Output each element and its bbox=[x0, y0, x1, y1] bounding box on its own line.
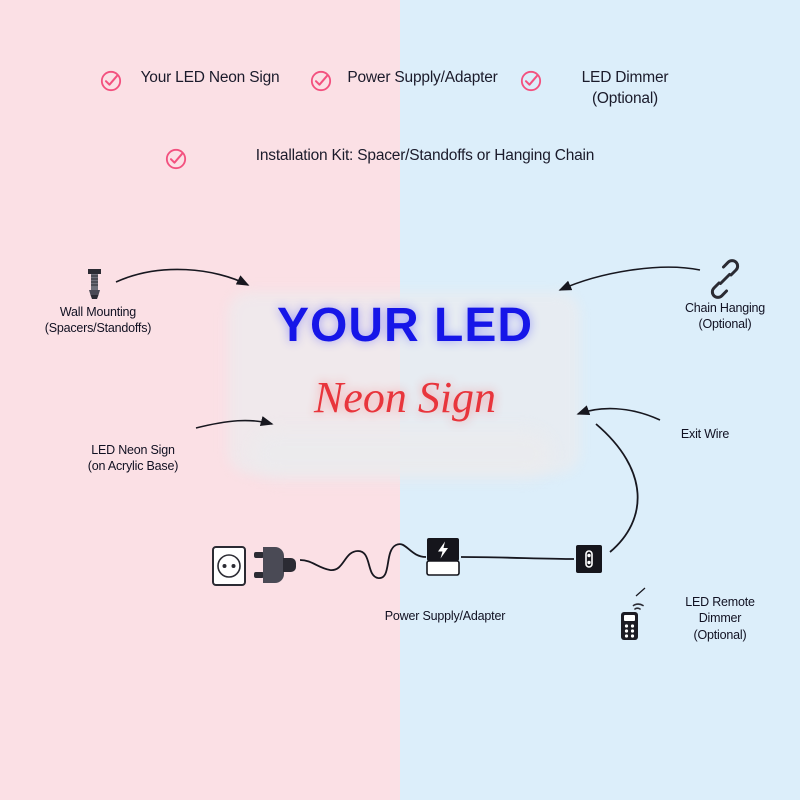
callout-exit-wire bbox=[660, 426, 750, 442]
checklist-label: LED Dimmer (Optional) bbox=[581, 69, 669, 107]
callout-led-remote-dimmer-line1: LED Remote bbox=[685, 595, 755, 609]
inline-dimmer-icon bbox=[575, 544, 603, 574]
callout-wall-mounting-line1: Wall Mounting bbox=[59, 305, 137, 319]
callout-chain-hanging bbox=[650, 300, 800, 333]
callout-power-supply-line1: Power Supply/Adapter bbox=[384, 609, 506, 623]
callout-power-supply bbox=[350, 608, 540, 624]
check-circle-icon bbox=[520, 70, 542, 92]
checklist-item-led-dimmer bbox=[520, 68, 710, 110]
sign-acrylic-base bbox=[252, 430, 552, 478]
wall-socket-icon[interactable] bbox=[212, 546, 246, 586]
power-plug-icon bbox=[252, 544, 304, 588]
callout-led-remote-dimmer-line3: (Optional) bbox=[693, 627, 747, 642]
checklist-item-led-neon-sign bbox=[100, 68, 310, 92]
checklist-label: Your LED Neon Sign bbox=[140, 69, 280, 86]
checklist-item-power-supply bbox=[310, 68, 520, 92]
callout-chain-hanging-line2: (Optional) bbox=[698, 317, 752, 332]
callout-chain-hanging-line1: Chain Hanging bbox=[684, 301, 766, 315]
callout-wall-mounting bbox=[18, 304, 178, 337]
check-circle-icon bbox=[100, 70, 122, 92]
checklist-label: Power Supply/Adapter bbox=[347, 69, 498, 86]
checklist-item-installation-kit bbox=[165, 146, 665, 170]
check-circle-icon bbox=[310, 70, 332, 92]
callout-led-neon-sign-line2: (on Acrylic Base) bbox=[87, 459, 179, 474]
sign-text-line1: YOUR LED bbox=[276, 299, 533, 352]
callout-exit-wire-line1: Exit Wire bbox=[680, 427, 730, 441]
callout-led-neon-sign bbox=[58, 442, 208, 475]
sign-text-line2: Neon Sign bbox=[313, 373, 497, 422]
screw-bolt-icon bbox=[82, 268, 108, 300]
adapter-icon bbox=[426, 537, 460, 577]
checklist-label: Installation Kit: Spacer/Standoffs or Hanging Chain bbox=[255, 147, 595, 164]
callout-wall-mounting-line2: (Spacers/Standoffs) bbox=[44, 321, 152, 336]
callout-led-remote-dimmer bbox=[640, 594, 800, 643]
checklist-row-1 bbox=[100, 68, 720, 110]
checklist-row-2 bbox=[165, 146, 665, 170]
check-circle-icon bbox=[165, 148, 187, 170]
callout-led-remote-dimmer-line2: Dimmer bbox=[698, 611, 742, 626]
callout-led-neon-sign-line1: LED Neon Sign bbox=[91, 443, 175, 457]
chain-link-icon bbox=[708, 262, 742, 296]
